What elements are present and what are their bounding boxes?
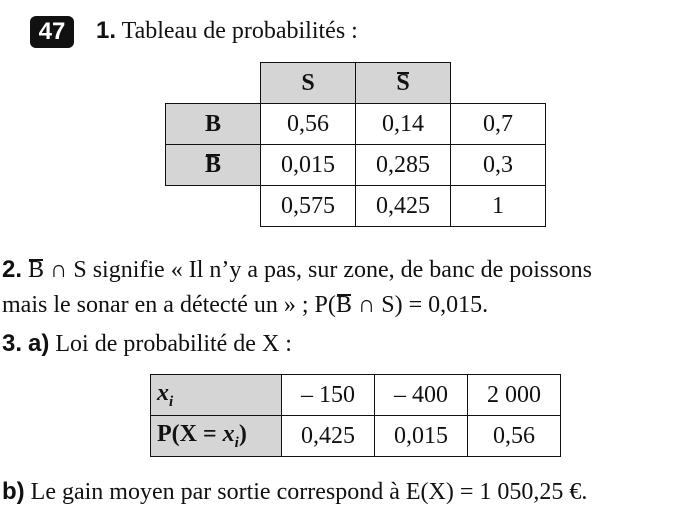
question-1 [96, 17, 358, 45]
probability-table [165, 62, 546, 227]
table1-cell: 0,56 [261, 104, 356, 145]
table1-cell: 1 [451, 186, 546, 227]
question-1-number: 1. [96, 17, 117, 44]
question-3-text: Loi de probabilité de X : [55, 331, 292, 357]
question-3b [2, 478, 587, 506]
b-bar-letter: B [28, 257, 45, 283]
table1-cell: 0,425 [356, 186, 451, 227]
prob-suffix: ) [238, 420, 247, 447]
b-bar-letter: B [204, 151, 221, 178]
xi-subscript: i [169, 393, 174, 410]
xi-variable: x [157, 379, 169, 406]
table1-header-s-bar [356, 63, 451, 104]
table2-value: 2 000 [468, 375, 561, 416]
table1-cell: 0,285 [356, 145, 451, 186]
b-bar-letter: B [335, 292, 352, 318]
table2-value: – 400 [375, 375, 468, 416]
table2-prob: 0,56 [468, 416, 561, 457]
table1-corner-bottom [166, 186, 261, 227]
question-1-text: Tableau de probabilités : [121, 18, 358, 44]
question-3 [2, 330, 292, 358]
prob-prefix: P(X = [157, 420, 223, 447]
table1-cell: 0,3 [451, 145, 546, 186]
table1-corner-right [451, 63, 546, 104]
question-3b-text: Le gain moyen par sortie correspond à E(X) = 1 050,25 €. [30, 479, 588, 505]
exercise-number-badge: 47 [30, 16, 74, 48]
question-2-line-1 [2, 256, 592, 284]
question-2-text-1: ∩ S signifie « Il n’y a pas, sur zone, de banc de poissons [44, 257, 592, 283]
table2-header-xi [151, 375, 282, 416]
table1-cell: 0,575 [261, 186, 356, 227]
table2-prob: 0,425 [282, 416, 375, 457]
question-3b-label: b) [2, 478, 25, 505]
table2-value: – 150 [282, 375, 375, 416]
question-2-number: 2. [2, 256, 23, 283]
question-3a-label: a) [28, 330, 50, 357]
probability-law-table [150, 374, 561, 457]
table1-corner [166, 63, 261, 104]
table1-cell: 0,14 [356, 104, 451, 145]
question-2-line-2 [2, 292, 488, 319]
table2-header-prob [151, 416, 282, 457]
table1-row-b: B [166, 104, 261, 145]
table1-header-s: S [261, 63, 356, 104]
question-3-number: 3. [2, 330, 23, 357]
question-2-text-2a: mais le sonar en a détecté un » ; P( [2, 292, 336, 318]
prob-x: x [222, 420, 235, 447]
table1-cell: 0,7 [451, 104, 546, 145]
table1-cell: 0,015 [261, 145, 356, 186]
prob-subscript: i [234, 434, 239, 451]
table1-row-b-bar [166, 145, 261, 186]
table2-prob: 0,015 [375, 416, 468, 457]
question-2-text-2b: ∩ S) = 0,015. [351, 292, 489, 318]
s-bar-letter: S [396, 69, 410, 96]
